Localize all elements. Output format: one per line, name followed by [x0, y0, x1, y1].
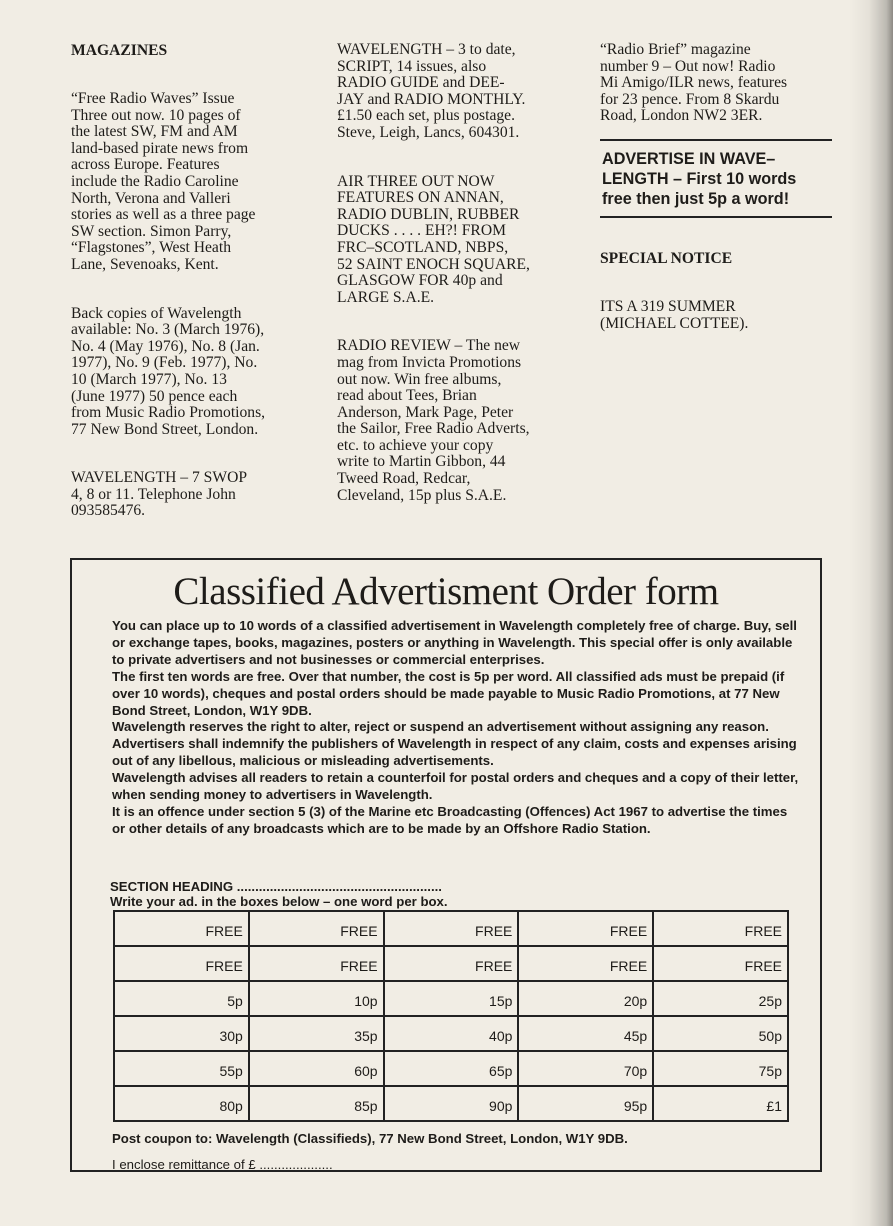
radio-brief-ad: “Radio Brief” magazine number 9 – Out now! Radio Mi Amigo/ILR news, features for 23 pence. From 8 Skardu Road, London NW2 3ER.	[600, 41, 788, 125]
grid-row	[114, 1051, 788, 1086]
grid-row	[114, 1086, 788, 1121]
word-box[interactable]: FREE	[384, 911, 519, 946]
back-copies-ad: Back copies of Wavelength available: No. 3 (March 1976), No. 4 (May 1976), No. 8 (Jan. 1977), No. 9 (Feb. 1977), No. 10 (March 1977), No. 13 (June 1977) 50 pence each from Music Radio Promotions, 77 New Bond Street, London.	[71, 304, 266, 438]
grid-row	[114, 911, 788, 946]
word-box[interactable]: 65p	[384, 1051, 519, 1086]
form-terms	[112, 618, 802, 838]
terms-paragraph: Wavelength advises all readers to retain a counterfoil for postal orders and cheques and a copy of their letter, when sending money to advertisers in Wavelength.	[112, 770, 799, 803]
magazines-heading: MAGAZINES	[71, 42, 168, 59]
word-box[interactable]: FREE	[384, 946, 519, 981]
remittance-field[interactable]: I enclose remittance of £ ....................	[112, 1157, 333, 1172]
word-box[interactable]: £1	[653, 1086, 788, 1121]
word-box[interactable]: 55p	[114, 1051, 249, 1086]
wavelength-sets-ad: WAVELENGTH – 3 to date, SCRIPT, 14 issues, also RADIO GUIDE and DEE- JAY and RADIO MONTHLY. £1.50 each set, plus postage. Steve, Leigh, Lancs, 604301.	[337, 41, 526, 141]
word-box[interactable]: 85p	[249, 1086, 384, 1121]
word-box[interactable]: FREE	[518, 911, 653, 946]
word-box[interactable]: 10p	[249, 981, 384, 1016]
word-box[interactable]: 20p	[518, 981, 653, 1016]
word-box[interactable]: FREE	[653, 946, 788, 981]
word-box[interactable]: 45p	[518, 1016, 653, 1051]
word-box[interactable]: 70p	[518, 1051, 653, 1086]
word-box[interactable]: 5p	[114, 981, 249, 1016]
word-box[interactable]: 40p	[384, 1016, 519, 1051]
word-box[interactable]: 80p	[114, 1086, 249, 1121]
word-box[interactable]: FREE	[114, 946, 249, 981]
word-box[interactable]: 25p	[653, 981, 788, 1016]
box-instructions: Write your ad. in the boxes below – one word per box.	[110, 894, 448, 909]
advertise-box: ADVERTISE IN WAVE– LENGTH – First 10 words free then just 5p a word!	[600, 139, 832, 218]
word-box[interactable]: 30p	[114, 1016, 249, 1051]
word-box[interactable]: 75p	[653, 1051, 788, 1086]
word-box[interactable]: 95p	[518, 1086, 653, 1121]
air-three-ad: AIR THREE OUT NOW FEATURES ON ANNAN, RADIO DUBLIN, RUBBER DUCKS . . . . EH?! FROM FRC–SCOTLAND, NBPS, 52 SAINT ENOCH SQUARE, GLASGOW FOR 40p and LARGE S.A.E.	[337, 172, 530, 306]
word-box[interactable]: FREE	[518, 946, 653, 981]
page-edge-shadow	[849, 0, 893, 1226]
word-boxes-grid	[113, 910, 789, 1122]
word-box[interactable]: FREE	[653, 911, 788, 946]
swop-ad: WAVELENGTH – 7 SWOP 4, 8 or 11. Telephone John 093585476.	[71, 469, 247, 520]
terms-paragraph: Wavelength reserves the right to alter, reject or suspend an advertisement without assigning any reason. Advertisers shall indemnify the publishers of Wavelength in respect of any claim, costs and expenses arising out of any libellous, malicious or misleading advertisements.	[112, 719, 797, 769]
special-notice-heading: SPECIAL NOTICE	[600, 249, 733, 267]
post-coupon-address: Post coupon to: Wavelength (Classifieds), 77 New Bond Street, London, W1Y 9DB.	[112, 1131, 628, 1146]
word-box[interactable]: 35p	[249, 1016, 384, 1051]
word-box[interactable]: 60p	[249, 1051, 384, 1086]
word-box[interactable]: 90p	[384, 1086, 519, 1121]
free-radio-waves-ad: “Free Radio Waves” Issue Three out now. 10 pages of the latest SW, FM and AM land-based pirate news from across Europe. Features include the Radio Caroline North, Verona and Valleri stories as well as a three page SW section. Simon Parry, “Flagstones”, West Heath Lane, Sevenoaks, Kent.	[71, 90, 256, 273]
column-middle	[337, 42, 577, 536]
special-notice-text: ITS A 319 SUMMER (MICHAEL COTTEE).	[600, 297, 749, 332]
word-box[interactable]: FREE	[249, 946, 384, 981]
column-right	[600, 42, 832, 364]
terms-paragraph: It is an offence under section 5 (3) of the Marine etc Broadcasting (Offences) Act 1967 to advertise the times or other details of any broadcasts which are to be made by an Offshore Radio Station.	[112, 803, 788, 836]
grid-row	[114, 981, 788, 1016]
terms-paragraph: The first ten words are free. Over that number, the cost is 5p per word. All classified ads must be prepaid (if over 10 words), cheques and postal orders should be made payable to Music Radio Promotions, at 77 New Bond Street, London, W1Y 9DB.	[112, 668, 785, 718]
column-left	[71, 42, 317, 552]
section-heading-field[interactable]: SECTION HEADING ........................................................	[110, 879, 442, 894]
word-box[interactable]: 15p	[384, 981, 519, 1016]
form-title: Classified Advertisment Order form	[173, 570, 719, 613]
radio-review-ad: RADIO REVIEW – The new mag from Invicta Promotions out now. Win free albums, read about Tees, Brian Anderson, Mark Page, Peter the Sailor, Free Radio Adverts, etc. to achieve your copy write to Martin Gibbon, 44 Tweed Road, Redcar, Cleveland, 15p plus S.A.E.	[337, 337, 530, 504]
grid-row	[114, 1016, 788, 1051]
grid-row	[114, 946, 788, 981]
word-box[interactable]: FREE	[114, 911, 249, 946]
terms-paragraph: You can place up to 10 words of a classified advertisement in Wavelength completely free of charge. Buy, sell or exchange tapes, books, magazines, posters or anything in Wavelength. This special offer is only available to private advertisers and not businesses or commercial enterprises.	[112, 618, 797, 667]
word-box[interactable]: FREE	[249, 911, 384, 946]
word-box[interactable]: 50p	[653, 1016, 788, 1051]
order-form	[70, 558, 822, 1172]
